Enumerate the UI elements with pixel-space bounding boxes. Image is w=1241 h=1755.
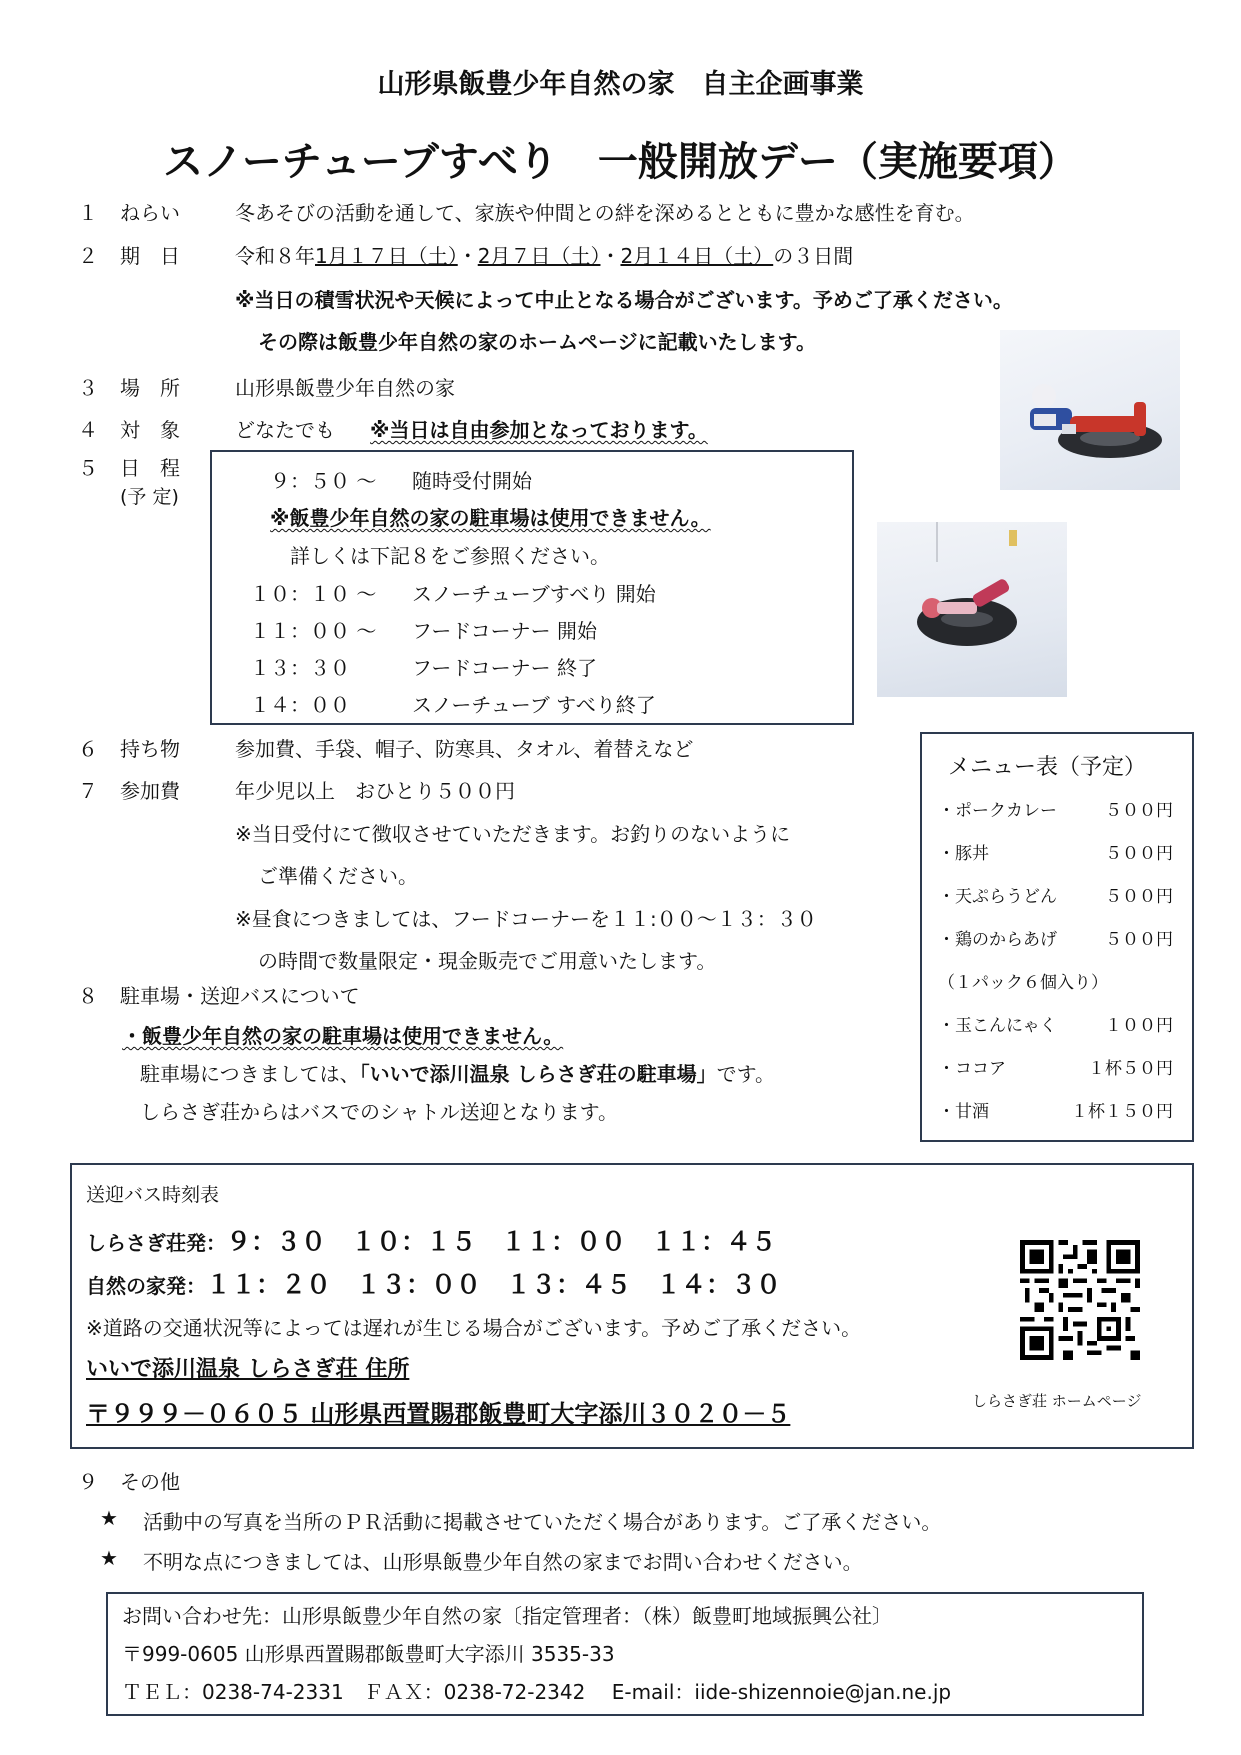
- section-7-note-2: ご準備ください。: [258, 864, 418, 888]
- contact-phone-email[interactable]: ＴＥＬ：0238-74-2331 ＦＡＸ：0238-72-2342 E-mail：iide-shizennoie@jan.ne.jp: [122, 1680, 952, 1704]
- section-2-note-2: その際は飯豊少年自然の家のホームページに記載いたします。: [258, 330, 816, 354]
- section-3-label: 場 所: [120, 376, 180, 400]
- section-1-label: ねらい: [120, 201, 180, 225]
- star-icon: ★: [100, 1546, 118, 1570]
- star-icon: ★: [100, 1506, 118, 1530]
- menu-item-price: ５００円: [1105, 844, 1173, 864]
- menu-title: メニュー表（予定）: [948, 755, 1147, 780]
- date-suffix: の３日間: [773, 244, 854, 268]
- section-4-num: ４: [78, 418, 98, 442]
- schedule-note-1: ※飯豊少年自然の家の駐車場は使用できません。: [270, 506, 711, 530]
- parking-post: です。: [716, 1062, 775, 1086]
- menu-item-name: ・豚丼: [938, 844, 989, 864]
- menu-item-note: （１パック６個入り）: [938, 973, 1108, 993]
- contact-address: 〒999-0605 山形県西置賜郡飯豊町大字添川 3535-33: [122, 1642, 615, 1666]
- menu-item-name: ・鶏のからあげ: [938, 930, 1057, 950]
- bus-address-name: いいで添川温泉 しらさぎ荘 住所: [86, 1357, 410, 1382]
- date-sep-1: ・: [457, 244, 478, 268]
- contact-line-1: お問い合わせ先：山形県飯豊少年自然の家〔指定管理者：（株）飯豊町地域振興公社〕: [122, 1604, 892, 1628]
- section-3-num: ３: [78, 376, 98, 400]
- schedule-text-1: 随時受付開始: [412, 469, 532, 493]
- menu-item-name: ・ココア: [938, 1059, 1006, 1079]
- schedule-time-7: １４：００: [250, 693, 350, 717]
- parking-place: 「いいで添川温泉 しらさぎ荘の駐車場」: [359, 1062, 717, 1086]
- section-7-text: 年少児以上 おひとり５００円: [235, 779, 515, 803]
- section-8-parking: [140, 1058, 775, 1087]
- schedule-text-7: スノーチューブ すべり終了: [412, 693, 656, 717]
- section-4-label: 対 象: [120, 418, 180, 442]
- date-1: 1月１７日（土）: [315, 244, 458, 268]
- bus-row-2-times: １１：２０ １３：００ １３：４５ １４：３０: [206, 1270, 782, 1299]
- menu-item-name: ・玉こんにゃく: [938, 1016, 1057, 1036]
- section-9-label: その他: [120, 1470, 180, 1494]
- section-3-text: 山形県飯豊少年自然の家: [235, 376, 455, 400]
- bus-note: ※道路の交通状況等によっては遅れが生じる場合がございます。予めご了承ください。: [86, 1316, 862, 1340]
- menu-item-price: １００円: [1105, 1016, 1173, 1036]
- section-9-item-1: 活動中の写真を当所のＰＲ活動に掲載させていただく場合があります。ご了承ください。: [143, 1510, 942, 1534]
- date-2: 2月７日（土）: [477, 244, 601, 268]
- bus-heading: 送迎バス時刻表: [86, 1184, 220, 1206]
- menu-item-name: ・甘酒: [938, 1102, 989, 1122]
- bus-row-1: [86, 1222, 776, 1258]
- parking-pre: 駐車場につきましては、: [140, 1062, 360, 1086]
- date-prefix: 令和８年: [235, 244, 315, 268]
- photo-tube-rider-2: [877, 522, 1067, 697]
- bus-row-2: [86, 1265, 781, 1301]
- menu-item-price: １杯５０円: [1088, 1059, 1173, 1079]
- section-4-note: ※当日は自由参加となっております。: [370, 418, 708, 442]
- schedule-text-5: フードコーナー 開始: [412, 619, 597, 643]
- section-8-num: ８: [78, 984, 98, 1008]
- bus-address: 〒９９９－０６０５ 山形県西置賜郡飯豊町大字添川３０２０－５: [86, 1400, 791, 1428]
- section-6-label: 持ち物: [120, 737, 180, 761]
- section-2-label: 期 日: [120, 244, 180, 268]
- section-4-text: どなたでも: [235, 418, 335, 442]
- section-9-item-2: 不明な点につきましては、山形県飯豊少年自然の家までお問い合わせください。: [143, 1550, 863, 1574]
- qr-code[interactable]: [1020, 1240, 1140, 1360]
- org-line: 山形県飯豊少年自然の家 自主企画事業: [377, 69, 864, 100]
- qr-caption: しらさぎ荘 ホームページ: [972, 1392, 1142, 1410]
- menu-item-price: ５００円: [1105, 887, 1173, 907]
- section-2-dates: [235, 240, 853, 269]
- section-8-bullet: ・飯豊少年自然の家の駐車場は使用できません。: [122, 1024, 564, 1048]
- page-title: スノーチューブすべり 一般開放デー（実施要項）: [163, 139, 1078, 185]
- schedule-text-6: フードコーナー 終了: [412, 656, 597, 680]
- section-5-num: ５: [78, 456, 98, 480]
- menu-item-name: ・天ぷらうどん: [938, 887, 1057, 907]
- section-7-note-1: ※当日受付にて徴収させていただきます。お釣りのないように: [235, 822, 791, 846]
- section-2-note-1: ※当日の積雪状況や天候によって中止となる場合がございます。予めご了承ください。: [235, 288, 1013, 312]
- schedule-time-5: １１：００ ～: [250, 619, 377, 643]
- photo-tube-rider-1: [1000, 330, 1180, 490]
- section-8-label: 駐車場・送迎バスについて: [120, 984, 360, 1008]
- menu-item-price: ５００円: [1105, 930, 1173, 950]
- schedule-time-1: ９：５０ ～: [270, 469, 377, 493]
- section-6-text: 参加費、手袋、帽子、防寒具、タオル、着替えなど: [235, 737, 694, 761]
- section-7-note-4: の時間で数量限定・現金販売でご用意いたします。: [258, 949, 717, 973]
- bus-row-1-label: しらさぎ荘発：: [86, 1231, 226, 1255]
- section-9-num: ９: [78, 1470, 98, 1494]
- section-5-label: 日 程: [120, 456, 180, 480]
- section-2-num: ２: [78, 244, 98, 268]
- bus-row-1-times: ９：３０ １０：１５ １１：００ １１：４５: [226, 1227, 777, 1256]
- menu-item-price: １杯１５０円: [1071, 1102, 1173, 1122]
- schedule-note-2: 詳しくは下記８をご参照ください。: [290, 544, 610, 568]
- section-7-num: ７: [78, 779, 98, 803]
- section-8-shuttle: しらさぎ荘からはバスでのシャトル送迎となります。: [140, 1100, 618, 1124]
- section-1-num: １: [78, 201, 98, 225]
- schedule-text-4: スノーチューブすべり 開始: [412, 582, 656, 606]
- schedule-time-4: １０：１０ ～: [250, 582, 377, 606]
- section-7-note-3: ※昼食につきましては、フードコーナーを１１:００～１３：３０: [235, 907, 817, 931]
- section-7-label: 参加費: [120, 779, 180, 803]
- menu-item-price: ５００円: [1105, 801, 1173, 821]
- date-sep-2: ・: [600, 244, 621, 268]
- menu-item-name: ・ポークカレー: [938, 801, 1057, 821]
- bus-row-2-label: 自然の家発：: [86, 1274, 206, 1298]
- section-6-num: ６: [78, 737, 98, 761]
- date-3: 2月１４日（土）: [620, 244, 774, 268]
- section-1-text: 冬あそびの活動を通して、家族や仲間との絆を深めるとともに豊かな感性を育む。: [235, 201, 975, 225]
- section-5-sub: (予 定): [120, 486, 179, 508]
- schedule-time-6: １３：３０: [250, 656, 350, 680]
